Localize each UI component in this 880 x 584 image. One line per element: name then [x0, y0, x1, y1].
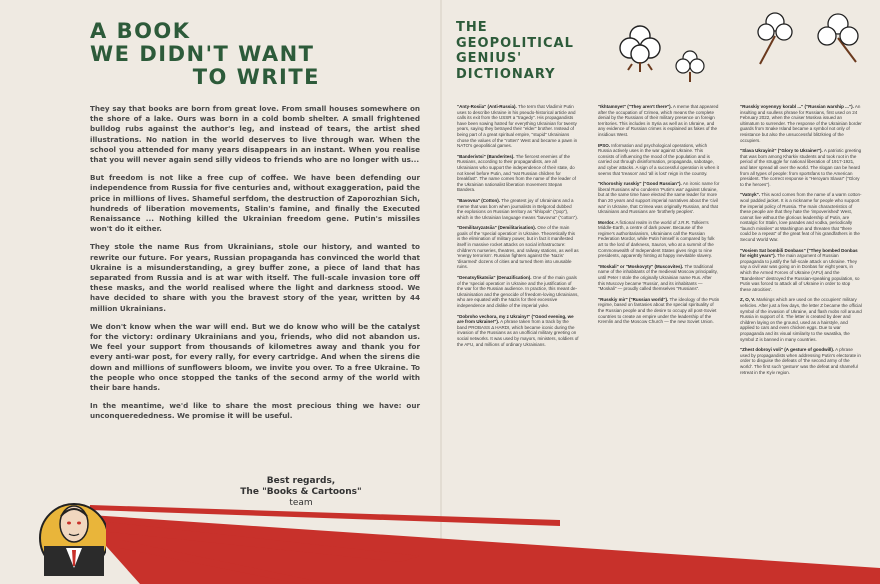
entry-text: An ironic name for liberal Russians who condemn 'Putin's war' against Ukraine, but at the same time have elected the same leader for more than 20 years and support imperial narratives about the 'civil war' in Ukraine, that Crimea was originally Russian, and that Ukrainians and Russians are 'brotherly peoples'.	[598, 181, 720, 215]
signature-line: Best regards,	[266, 476, 336, 486]
entry-text: A meme that appeared after the occupation of Crimea, which means the complete denial by the Russians of their military presence on foreign territories. This includes in Syria as well as in Ukraine, and any evidence of Russian crimes is explained as fakes of the insidious West.	[598, 104, 719, 137]
cotton-icon	[610, 14, 670, 74]
dictionary-entry	[740, 297, 862, 342]
putin-cartoon-illustration	[36, 476, 106, 576]
entry-term: "Russkiy mir" ("Russian world").	[598, 296, 669, 302]
dictionary-title-line: GENIUS'	[456, 51, 523, 66]
dictionary-entry	[457, 225, 579, 270]
signature-line: team	[289, 498, 313, 508]
entry-term: "Banderivtsi" (Banderites).	[457, 153, 515, 159]
entry-term: Mordor.	[598, 219, 615, 225]
dictionary-entry	[598, 264, 720, 292]
dictionary-title-line: DICTIONARY	[456, 66, 556, 82]
entry-text: One of the main goals of the 'special operation' in Ukraine and the justification of the war for the Russian audience. In practice, this meant de-Ukrainisation and the genocide of freedom-loving Ukrainians, who are equated with the Nazis for their excessive independence and dislike of the imperial yoke.	[457, 275, 579, 308]
dictionary-entry	[598, 181, 720, 215]
dictionary-entry	[457, 198, 579, 220]
entry-text: The greatest joy of Ukrainians and a meme that was born when journalists in Belgorod dubbed the explosions on Russian territory as "khlopok" ("pop"), which in the Ukrainian language means "bavovna" ("cotton").	[457, 197, 578, 220]
entry-text: A phrase used by propagandists when addressing Putin's electorate in order to disguise the defeats of 'the second army of the world'. The first such 'gesture' was the defeat and shameful retreat in the Kyiv region.	[740, 347, 861, 375]
dictionary-column	[740, 104, 862, 380]
entry-term: "Russkiy voyennyy korabl ..." ("Russian warship ...").	[740, 104, 854, 109]
left-title-line: A BOOK	[90, 19, 191, 43]
dictionary-entry	[457, 154, 579, 193]
entry-text: This word comes from the name of a warm cotton-wool padded jacket. It is a nickname for people who support the imperial policy of Russia. The main characteristics of these people are that they hate the 'impoverished' West, cannot live without the glorious leadership of Putin, are nostalgic for Stalin, love parades and vodka, periodically "launch missiles" at Washington and threaten that "there could be a repeat" of the great feat of his grandfathers in the Second World War.	[740, 192, 862, 243]
entry-text: A fictional realm in the world of J.R.R. Tolkien's Middle-Earth, a centre of dark power. Because of the regime's authoritarianism, Ukrainians call the Russian Federation Mordor, while Putin himself is compared by folk art to the lord of darkness, Sauron, who at a summit of the Commonwealth of Independent States gives rings to nine presidents, apparently hinting at happy inevitable slavery.	[598, 219, 715, 259]
foreword-paragraph: They say that books are born from great love. From small houses somewhere on the shore of a lake. Ours was born in a cold bomb shelter. A small frightened bulldog rubs against the author's leg, and instead of tears, the artist shed illustrations. No nation in the world deserves to live through war. When the school you attended for many years disappears in an instant. When you realise that you will never again send silly videos to friends who are no longer with us...	[90, 104, 420, 165]
dictionary-entry	[457, 314, 579, 348]
cotton-icon	[808, 8, 868, 64]
signature-line: The "Books & Cartoons"	[240, 487, 362, 497]
entry-text: A phrase taken from a track by the band PROBASS Δ HARDI, which became iconic during the invasion of the Russians as an unofficial military greeting on social networks. It was used by mayors, ministers, soldiers of the AFU, and millions of ordinary Ukrainians.	[457, 319, 579, 347]
dictionary-entry	[740, 192, 862, 242]
entry-text: Information and psychological operations, which Russia actively uses in the war against Ukraine. This consists of influencing the mood of the population and is carried out through disinformation, propaganda, sabotage, and cyber attacks. A sign of a successful operation is when it seems that 'treason' and 'all is lost' reign in the country.	[598, 142, 719, 176]
entry-term: "Demilitaryzatsiia" (Demilitarisation).	[457, 225, 537, 231]
entry-term: "Zhest dobroyi voli" (A gesture of goodwill).	[740, 347, 835, 353]
entry-term: "Ikhtamnyet" ("They aren't there").	[598, 104, 672, 109]
entry-term: "Slava Ukrayini!" ("Glory to Ukraine!").	[740, 148, 823, 154]
entry-text: An insulting and soulless phrase for Russians, first used on 24 February 2022, when the cruiser Moskva issued an ultimatum to surrender. The response of the Ukrainian border guards from Snake Island became a symbol not only of resistance but also the unsuccessful blitzkrieg of the occupiers.	[740, 104, 862, 143]
dictionary-entry	[598, 220, 720, 259]
dictionary-entry	[598, 143, 720, 177]
foreword-paragraph: But freedom is not like a free cup of coffee. We have been defending our independence from Russia for five centuries and, without exaggeration, paid the price in millions of lives. Shameful serfdom, the destruction of Zaporozhian Sich, hundreds of liberation movements, Stalin's famine, and finally the Executed Renaissance ... Nothing killed the Ukrainian freedom gene. Putin's missiles won't do it either.	[90, 173, 420, 234]
entry-term: "Dobroho vechora, my z Ukrainy!" ("Good evening, we are from Ukraine!").	[457, 313, 574, 325]
entry-text: A patriotic greeting that was born among Kharkiv students and took root in the period of the struggle for national liberation of 1917-1921, and later spread all over the world. The slogan can be heard from all types of people: from sportsfans to the American president. The correct response is "Heroyam Slava!" ("Glory to the heroes").	[740, 148, 862, 187]
cotton-icon	[750, 6, 800, 66]
dictionary-column	[598, 104, 720, 330]
entry-term: "Denatsyfikatsiia" (Denazification).	[457, 275, 532, 281]
dictionary-entry	[457, 275, 579, 309]
entry-term: "Moskali" or "Moskovyty" (Muscovites).	[598, 263, 684, 269]
foreword-paragraph: They stole the name Rus from Ukrainians, stole our history, and wanted to rewrite our future. For years, Russian propaganda has convinced the world that Ukraine is a misunderstanding, a grey buffer zone, a piece of land that has separated from Russia and is at war with itself. The full-scale invasion tore off these masks, and the world realised where the light and darkness stood. We have decided to share with you the bravest story of the year, written by 44 million Ukrainians.	[90, 242, 420, 313]
foreword-paragraph: We don't know when the war will end. But we do know who will be the catalyst for the victory: ordinary Ukrainians and you, friends, who did not abandon us. We feel your support from thousands of kilometres away and thank you for every anti-war post, for every rally, for every cartridge. And when the sirens die down and millions of sunflowers bloom, we invite you over. To a free Ukraine. To the people who once stopped the tanks of the second army of the world with their bare hands.	[90, 321, 420, 393]
entry-text: The traditional name of the inhabitants of the medieval Moscow principality, until Peter I stole the originally Ukrainian name Rus. After this Muscovy became 'Russia', and its inhabitants — "Moskali" — proudly called themselves "Russians".	[598, 263, 718, 292]
left-title-line: WE DIDN'T WANT	[90, 42, 315, 66]
entry-term: "Anty-Rosiia" (Anti-Russia).	[457, 104, 517, 109]
dictionary-entry	[740, 347, 862, 375]
entry-text: The term that Vladimir Putin uses to describe Ukraine in his pseudo-historical article and calls its exit from the USSR a "tragedy". His propagandists have been sowing hatred for everything Ukrainian for twenty years, saying they betrayed their "elder" brother. Instead of being part of a great spiritual empire, "stupid" Ukrainians chose the values of the "rotten" West and became a pawn in NATO's geopolitical games.	[457, 104, 578, 149]
dictionary-title-line: THE	[456, 20, 488, 35]
dictionary-entry	[457, 104, 579, 149]
entry-text: One of the main goals of the 'special operation' in Ukraine. Theoretically this is the elimination of military power, but in fact it manifested itself in massive rocket attacks on social infrastructure: children's nurseries, theatres, and railway stations, as well as 'energy terrorism'. Russian fighters against the 'Nazis' 'disarmed' dozens of cities and turned them into unusable ruins.	[457, 225, 579, 270]
entry-term: Z, O, V.	[740, 297, 756, 303]
left-title-line: TO WRITE	[192, 65, 320, 89]
dictionary-entry	[740, 104, 862, 143]
entry-term: IPSO.	[598, 142, 611, 148]
dictionary-entry	[740, 148, 862, 187]
foreword-paragraph: In the meantime, we'd like to share the most precious thing we have: our unconquerededness. We promise it will be useful.	[90, 401, 420, 421]
dictionary-title	[456, 20, 576, 82]
dictionary-entry	[598, 104, 720, 138]
dictionary-entry	[740, 248, 862, 293]
red-stripe	[90, 515, 880, 584]
entry-term: "Khoroshiy russkiy" ("Good Russian").	[598, 181, 682, 187]
entry-term: "Bavovna" (Cotton).	[457, 197, 501, 203]
entry-term: "Vosiem Sat bombili Donbass" ("They bombed Donbas for eight years").	[740, 247, 858, 259]
dictionary-title-line: GEOPOLITICAL	[456, 35, 574, 51]
dictionary-entry	[598, 297, 720, 325]
entry-text: The fiercest enemies of the Russians, according to their propagandists, are all Ukrainians who support the independence of their state, do not kneel before Putin, and "eat Russian children for breakfast". The name comes from the name of the leader of the Ukrainian nationalist liberation movement Stepan Bandera.	[457, 153, 576, 193]
entry-text: Markings which are used on the occupiers' military vehicles. After just a few days, the letter Z became the official symbol of the invasion of Ukraine, and flash mobs roll around Russia in support of it. The letter is created by deer and children laying on the ground, used as a hairstyle, and applied to cars and even chicken eggs. Due to war propaganda and its visual similarity to the swastika, the symbol Z is banned in many countries.	[740, 297, 862, 342]
entry-text: The ideology of the Putin regime, based on fantasies about the special spirituality of the Russian people and the desire to occupy all post-Soviet countries to create an empire under the leadership of the Kremlin and the Moscow Church — the new Soviet Union.	[598, 296, 720, 325]
cotton-icon	[670, 44, 710, 84]
entry-text: The main argument of Russian propaganda to justify the full-scale attack on Ukraine. They say a civil war was going on in Donbas for eight years, in which the Armed Forces of Ukraine (AFU) and the "Banderites" destroyed the Russian-speaking population, so Putin was forced to attack all of Ukraine in order to stop these atrocities'.	[740, 253, 860, 292]
dictionary-column	[457, 104, 579, 352]
entry-term: "Vatnyk".	[740, 192, 761, 198]
